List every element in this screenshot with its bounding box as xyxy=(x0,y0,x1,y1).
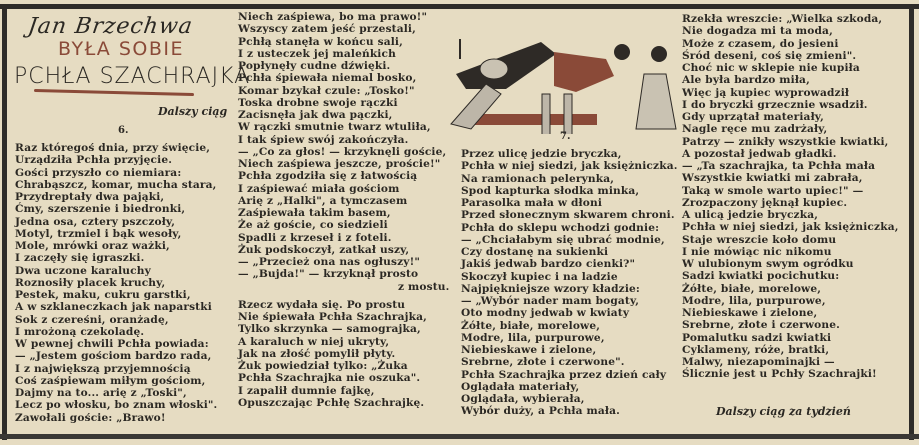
poem-line: Nie dogadza mi ta moda, xyxy=(682,25,833,38)
poem-line: Chrabąszcz, komar, mucha stara, xyxy=(15,178,217,191)
poem-line: W pewnej chwili Pchła powiada: xyxy=(15,338,209,350)
illustration-flea-head xyxy=(480,59,508,79)
poem-line: I zaczęły się igraszki. xyxy=(15,252,145,265)
poem-line: Niebieskawe i zielone, xyxy=(461,344,597,356)
poem-line: Żółte, białe, morelowe, xyxy=(461,319,601,332)
poem-line: Nagle ręce mu zadrżały, xyxy=(682,123,828,136)
poem-line: Oto modny jedwab w kwiaty xyxy=(461,307,630,320)
title-underline xyxy=(34,89,194,96)
title-line-1: BYŁA SOBIE xyxy=(58,38,184,60)
poem-line: Zrozpaczony jęknął kupiec. xyxy=(682,196,848,209)
poem-line: Modre, lila, purpurowe, xyxy=(682,294,826,307)
illustration-leg xyxy=(564,94,572,134)
illustration-flea-shop xyxy=(446,14,686,134)
poem-line: Cyklameny, róże, bratki, xyxy=(682,343,830,356)
poem-line: Pchła w niej siedzi, jak księżniczka. xyxy=(461,160,678,173)
poem-line: Urządziła Pchła przyjęcie. xyxy=(15,154,173,167)
poem-line: W rączki smutnie twarz wtuliła, xyxy=(238,121,431,134)
title-line-2: PCHŁA SZACHRAJKA xyxy=(14,64,251,89)
poem-line: Oglądała, wybierała, xyxy=(461,393,585,405)
poem-line: Dajmy na to... arię z „Toski", xyxy=(15,387,187,399)
author-name: Jan Brzechwa xyxy=(26,14,195,39)
poem-line: Spadli z krzeseł i z foteli. xyxy=(238,231,392,244)
poem-line: Żółte, białe, morelowe, xyxy=(682,282,822,295)
poem-line: Roznosiły placek kruchy, xyxy=(15,276,166,289)
poem-line: A karaluch w niej ukryty, xyxy=(238,335,390,348)
poem-line: W ulubionym swym ogródku xyxy=(682,258,854,270)
frame-border-top xyxy=(0,4,919,9)
illustration-red-cloth xyxy=(554,52,614,92)
poem-line: Opuszczając Pchłę Szachrajkę. xyxy=(238,396,425,409)
poem-line: Taką w smole warto upiec!" — xyxy=(682,184,864,197)
poem-column-4 xyxy=(682,13,899,381)
frame-border-bottom xyxy=(0,434,919,439)
poem-line: A pozostał jedwab gładki. xyxy=(682,147,837,160)
poem-line: Może z czasem, do jesieni xyxy=(682,37,839,50)
poem-line: Tylko skrzynka — samograjka, xyxy=(238,323,421,336)
poem-line: Niech zaśpiewa, bo ma prawo!" xyxy=(238,11,428,23)
poem-line: Przed słonecznym skwarem chroni. xyxy=(461,209,675,222)
poem-line: — „Przecież ona nas ogłuszy!" xyxy=(238,256,421,268)
poem-line: z mostu. xyxy=(398,280,450,293)
poem-line: Srebrne, złote i czerwone. xyxy=(682,319,840,332)
poem-line: I zaśpiewać miała gościom xyxy=(238,182,400,195)
poem-line: Pestek, maku, cukru garstki, xyxy=(15,289,191,301)
poem-line: Choć nic w sklepie nie kupiła xyxy=(682,62,860,74)
poem-line: Niech zaśpiewa jeszcze, proście!" xyxy=(238,158,441,170)
poem-line: Skoczył kupiec i na ladzie xyxy=(461,270,618,283)
poem-line: I mrożoną czekoladę. xyxy=(15,325,145,338)
poem-line: — „Chciałabym się ubrać modnie, xyxy=(461,233,665,246)
poem-line: Srebrne, złote i czerwone". xyxy=(461,356,625,369)
poem-line: Komar bzykał czule: „Tosko!" xyxy=(238,84,415,97)
poem-line: Coś zaśpiewam miłym gościom, xyxy=(15,374,206,387)
poem-line: Rzekła wreszcie: „Wielka szkoda, xyxy=(682,13,883,25)
poem-line: Więc ją kupiec wyprowadził xyxy=(682,86,850,99)
poem-line: Oglądała materiały, xyxy=(461,380,580,393)
poem-line: Pomalutku sadzi kwiatki xyxy=(682,331,832,344)
poem-line: Że aż goście, co siedzieli xyxy=(238,219,388,232)
poem-line: Gdy uprzątał materiały, xyxy=(682,111,824,123)
poem-line: I z usteczek jej maleńkich xyxy=(238,47,396,60)
poem-line: Rzecz wydała się. Po prostu xyxy=(238,298,406,311)
poem-line: — „Jestem gościom bardzo rada, xyxy=(15,350,212,363)
illustration-bug-body xyxy=(636,74,676,129)
poem-line: Pchła Szachrajka nie oszuka". xyxy=(238,372,421,385)
poem-line: Czy dostanę na sukienki xyxy=(461,246,609,258)
poem-line: Staje wreszcie koło domu xyxy=(682,233,837,246)
poem-line: Ćmy, szerszenie i biedronki, xyxy=(15,203,186,216)
poem-line: Żuk podskoczył, zatkał uszy, xyxy=(238,243,410,256)
poem-line: Modre, lila, purpurowe, xyxy=(461,331,605,344)
poem-line: Najpiękniejsze wzory kładzie: xyxy=(461,282,640,295)
poem-line: Pchła Szachrajka przez dzień cały xyxy=(461,368,667,381)
poem-line: Żuk powiedział tylko: „Żuka xyxy=(238,360,408,372)
poem-line: Pchła śpiewała niemal bosko, xyxy=(238,72,417,85)
poem-line: Raz któregoś dnia, przy święcie, xyxy=(15,142,211,154)
poem-line: Dwa uczone karaluchy xyxy=(15,264,151,277)
poem-line: Malwy, niezapominajki — xyxy=(682,356,835,368)
poem-line: I tak śpiew swój zakończyła. xyxy=(238,133,409,146)
frame-border-right xyxy=(909,4,914,440)
poem-line: I nie mówiąc nic nikomu xyxy=(682,245,832,258)
poem-line: Pchłą stanęła w końcu sali, xyxy=(238,35,403,48)
continued-next-week: Dalszy ciąg za tydzień xyxy=(716,405,851,418)
continued-label: Dalszy ciąg xyxy=(158,105,228,118)
poem-line: Zawołali goście: „Brawo! xyxy=(15,411,166,424)
poem-line: Lecz po włosku, bo znam włoski". xyxy=(15,399,218,412)
poem-line: Wybór duży, a Pchła mała. xyxy=(461,405,620,418)
poem-line: A ulicą jedzie bryczka, xyxy=(682,209,819,221)
poem-line: Sadzi kwiatki pocichutku: xyxy=(682,270,840,283)
poem-line: Gości przyszło co niemiara: xyxy=(15,166,182,179)
section-number-6: 6. xyxy=(118,125,129,136)
section-number-7: 7. xyxy=(560,131,571,142)
poem-column-2 xyxy=(238,11,449,409)
poem-line: Spod kapturka słodka minka, xyxy=(461,184,640,197)
poem-line: Pchła zgodziła się z łatwością xyxy=(238,170,418,183)
poem-column-1 xyxy=(15,142,217,424)
poem-line: Pchła do sklepu wchodzi godnie: xyxy=(461,221,660,234)
poem-line: — „Co za głos! — krzyknęli goście, xyxy=(238,145,447,158)
illustration-bug-head xyxy=(614,44,630,60)
poem-line: Ślicznie jest u Pchły Szachrajki! xyxy=(682,368,877,381)
poem-line: Patrzy — znikły wszystkie kwiatki, xyxy=(682,135,889,148)
poem-line: Ale była bardzo miła, xyxy=(682,74,810,87)
poem-line: Popłynęły cudne dźwięki. xyxy=(238,60,391,72)
poem-line: Parasolka mała w dłoni xyxy=(461,197,603,209)
poem-line: I do bryczki grzecznie wsadził. xyxy=(682,98,868,111)
poem-line: A w szklaneczkach jak naparstki xyxy=(15,301,212,314)
poem-line: Śród deseni, coś się zmieni". xyxy=(682,49,857,62)
poem-line: Toska drobne swoje rączki xyxy=(238,96,398,109)
poem-line: Jakiś jedwab bardzo cienki?" xyxy=(461,258,636,271)
poem-line: Motyl, trzmiel i bąk wesoły, xyxy=(15,227,182,240)
illustration-bug-head xyxy=(651,46,667,62)
frame-border-left xyxy=(2,4,7,440)
poem-line: Sok z czereśni, oranżadę, xyxy=(15,313,169,326)
poem-line: Na ramionach pelerynka, xyxy=(461,172,615,185)
poem-line: — „Ta szachrajka, ta Pchła mała xyxy=(682,160,876,172)
poem-line: Pchła w niej siedzi, jak księżniczka, xyxy=(682,221,899,234)
poem-line: Nie śpiewała Pchła Szachrajka, xyxy=(238,311,427,323)
poem-line: Zacisnęła jak dwa pączki, xyxy=(238,109,393,121)
poem-line: Wszyscy zatem jeść przestali, xyxy=(238,23,416,36)
poem-column-3 xyxy=(461,148,678,418)
poem-line: Przydreptały dwa pająki, xyxy=(15,191,165,203)
poem-line: Zaśpiewała takim basem, xyxy=(238,207,391,219)
poem-line: — „Bujda!" — krzyknął prosto xyxy=(238,268,419,281)
poem-line: I zapalił dumnie fajkę, xyxy=(238,384,375,397)
poem-line: I z największą przyjemnością xyxy=(15,362,191,375)
poem-line: Wszystkie kwiatki mi zabrała, xyxy=(682,172,863,185)
poem-line: Jedna osa, cztery pszczoły, xyxy=(15,215,176,228)
poem-line: Niebieskawe i zielone, xyxy=(682,307,818,319)
poem-line: Arię z „Halki", a tymczasem xyxy=(238,194,408,207)
poem-line: Przez ulicę jedzie bryczka, xyxy=(461,148,622,160)
poem-line: Mole, mrówki oraz ważki, xyxy=(15,240,170,252)
poem-line: Jak na złość pomylił płyty. xyxy=(238,347,396,360)
poem-line: — „Wybór nader mam bogaty, xyxy=(461,295,640,307)
illustration-leg xyxy=(542,94,550,134)
